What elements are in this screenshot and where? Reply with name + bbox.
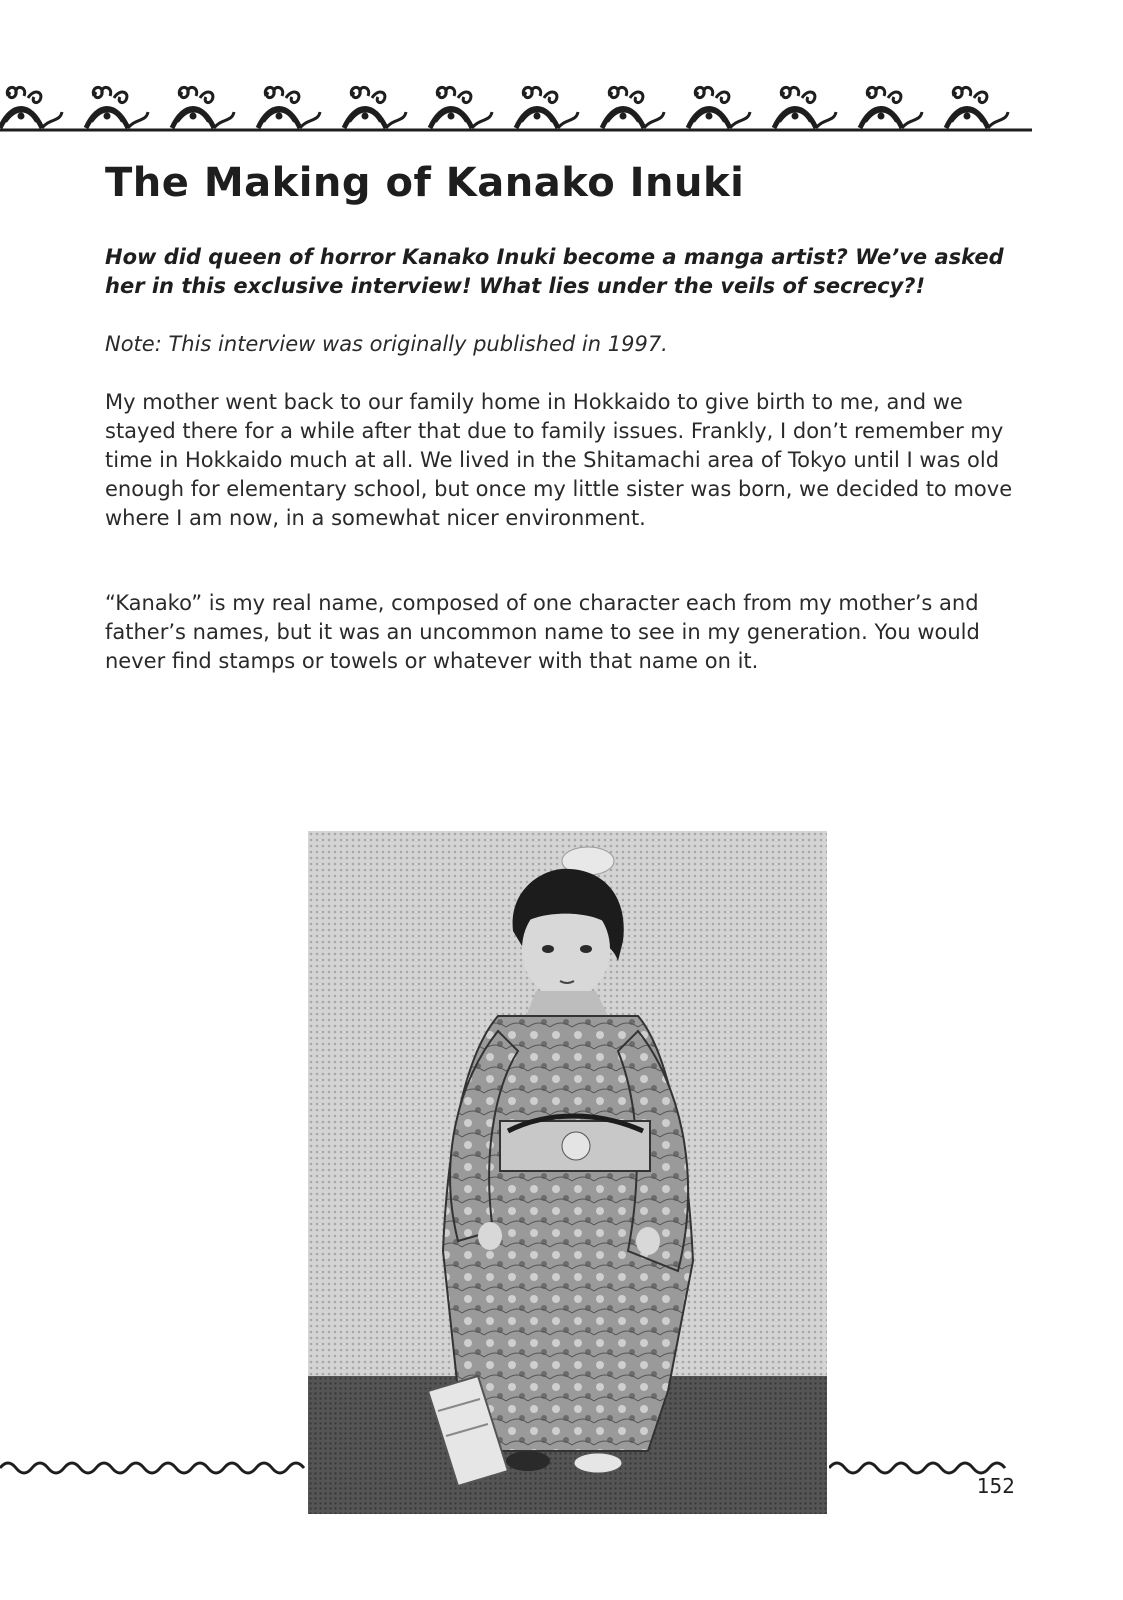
publication-note: Note: This interview was originally published in 1997.: [105, 332, 668, 356]
page-number: 152: [976, 1474, 1015, 1498]
paragraph-1: My mother went back to our family home in Hokkaido to give birth to me, and we stayed there for a while after that due to family issues. Frankly, I don’t remember my time in Hokkaido much at all. We lived in the Shitamachi area of Tokyo until I was old enough for elementary school, but once my little sister was born, we decided to move where I am now, in a somewhat nicer environment.: [105, 390, 1013, 530]
childhood-photo: [308, 831, 827, 1514]
article-intro: How did queen of horror Kanako Inuki become a manga artist? We’ve asked her in this exclusive interview! What lies under the veils of secrecy?!: [105, 245, 1004, 298]
article-title: The Making of Kanako Inuki: [105, 160, 745, 206]
bottom-wave-border-left: [0, 1458, 310, 1478]
top-ornamental-border: [0, 78, 1040, 140]
paragraph-2: “Kanako” is my real name, composed of one character each from my mother’s and father’s names, but it was an uncommon name to see in my generation. You would never find stamps or towels or whatever with that name on it.: [105, 591, 980, 673]
